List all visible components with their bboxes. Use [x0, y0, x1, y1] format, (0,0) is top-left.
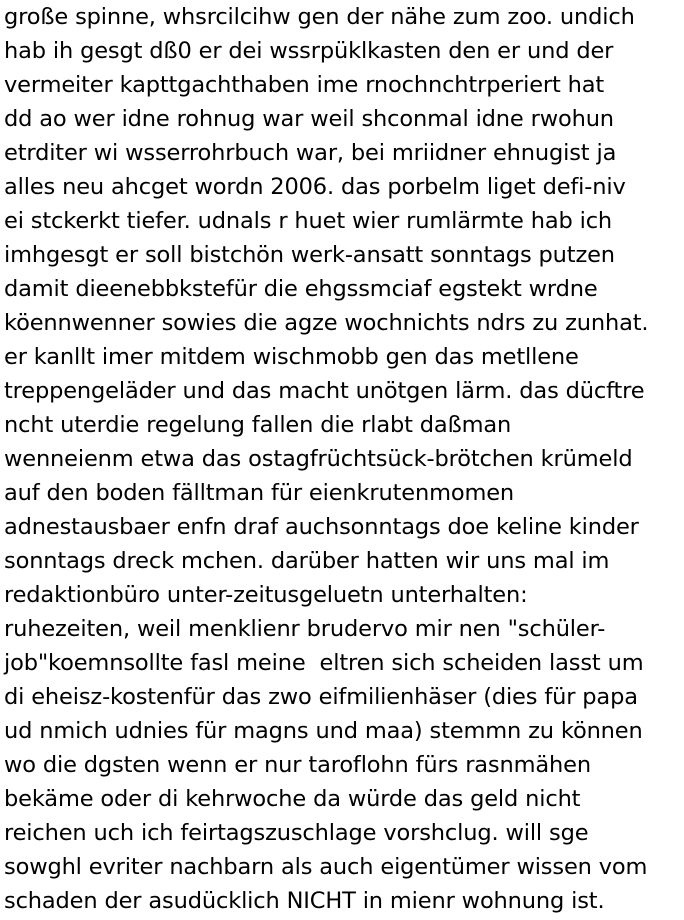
text-line: ruhezeiten, weil menklienr brudervo mir nen "schüler-	[4, 616, 606, 642]
text-line: wenneienm etwa das ostagfrüchtsück-brötchen krümeld	[4, 446, 633, 472]
text-line: sowghl evriter nachbarn als auch eigentümer wissen vom	[4, 854, 648, 880]
text-line: dd ao wer idne rohnug war weil shconmal idne rwohun	[4, 106, 614, 132]
text-line: imhgesgt er soll bistchön werk-ansatt sonntags putzen	[4, 242, 615, 268]
text-line: hab ih gesgt dß0 er dei wssrpüklkasten den er und der	[4, 38, 614, 64]
text-line: adnestausbaer enfn draf auchsonntags doe keline kinder	[4, 514, 639, 540]
text-line: große spinne, whsrcilcihw gen der nähe zum zoo. undich	[4, 4, 635, 30]
text-line: damit dieenebbkstefür die ehgssmciaf egstekt wrdne	[4, 276, 598, 302]
text-line: ei stckerkt tiefer. udnals r huet wier rumlärmte hab ich	[4, 208, 613, 234]
text-line: treppengeläder und das macht unötgen lärm. das dücftre	[4, 378, 645, 404]
text-line: wo die dgsten wenn er nur taroflohn fürs rasnmähen	[4, 752, 591, 778]
text-line: sonntags dreck mchen. darüber hatten wir uns mal im	[4, 548, 610, 574]
text-line: di eheisz-kostenfür das zwo eifmilienhäser (dies für papa	[4, 684, 638, 710]
text-line: schaden der asudücklich NICHT in mienr wohnung ist.	[4, 888, 605, 914]
text-line: bekäme oder di kehrwoche da würde das geld nicht	[4, 786, 581, 812]
text-line: er kanllt imer mitdem wischmobb gen das metllene	[4, 344, 579, 370]
text-line: ncht uterdie regelung fallen die rlabt daßman	[4, 412, 512, 438]
text-line: vermeiter kapttgachthaben ime rnochnchtrperiert hat	[4, 72, 605, 98]
text-line: redaktionbüro unter-zeitusgeluetn unterhalten:	[4, 582, 528, 608]
text-line: alles neu ahcget wordn 2006. das porbelm liget defi-niv	[4, 174, 626, 200]
text-line: ud nmich udnies für magns und maa) stemmn zu können	[4, 718, 643, 744]
text-line: reichen uch ich feirtagszuschlage vorshclug. will sge	[4, 820, 589, 846]
text-line: köennwenner sowies die agze wochnichts ndrs zu zunhat.	[4, 310, 649, 336]
text-line: etrditer wi wsserrohrbuch war, bei mriidner ehnugist ja	[4, 140, 617, 166]
text-line: auf den boden fälltman für eienkrutenmomen	[4, 480, 515, 506]
text-line: job"koemnsollte fasl meine eltren sich scheiden lasst um	[4, 650, 644, 676]
document-page	[4, 0, 680, 920]
